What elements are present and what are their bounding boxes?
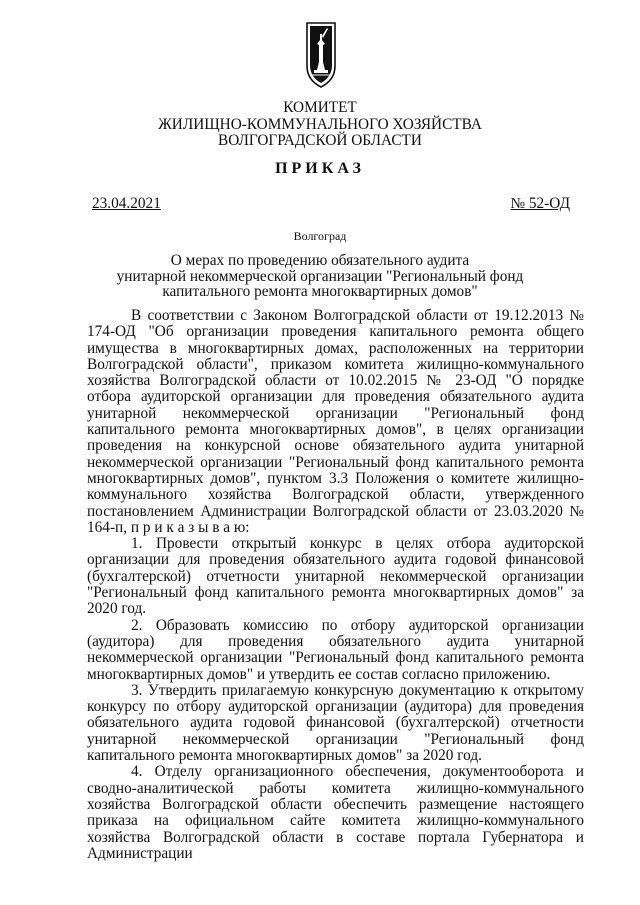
subject-line-1: О мерах по проведению обязательного аудита — [170, 252, 470, 269]
org-line-3: ВОЛГОГРАДСКОЙ ОБЛАСТИ — [218, 132, 422, 149]
document-type-title: ПРИКАЗ — [275, 160, 365, 177]
organization-name — [0, 100, 640, 150]
coat-of-arms-emblem — [306, 22, 336, 88]
city-name: Волгоград — [293, 229, 347, 243]
order-number: № 52-ОД — [510, 195, 570, 212]
order-date: 23.04.2021 — [92, 195, 161, 212]
subject-line-2: унитарной некоммерческой организации "Региональный фонд — [116, 267, 524, 285]
order-body — [87, 308, 584, 862]
clause-2-paragraph: 2. Образовать комиссию по отбору аудиторской организации (аудитора) для проведения обязательного аудита унитарной некоммерческой организации "Региональный фонд капитального ремонта многоквартирных домов" и утвердить ее состав согласно приложению. — [87, 616, 584, 683]
clause-4-paragraph: 4. Отделу организационного обеспечения, документооборота и сводно-аналитической работы комитета жилищно-коммунального хозяйства Волгоградской области обеспечить размещение настоящего приказа на официальном сайте комитета жилищно-коммунального хозяйства Волгоградской области в составе портала Губернатора и Администрации — [87, 763, 584, 862]
org-line-2: ЖИЛИЩНО-КОММУНАЛЬНОГО ХОЗЯЙСТВА — [158, 115, 482, 133]
order-subject — [0, 253, 640, 300]
preamble-paragraph: В соответствии с Законом Волгоградской области от 19.12.2013 № 174-ОД "Об организации проведения капитального ремонта общего имущества в многоквартирных домах, расположенных на территории Волгоградской области", приказом комитета жилищно-коммунального хозяйства Волгоградской области от 10.02.2015 № 23-ОД "О порядке отбора аудиторской организации для проведения обязательного аудита унитарной некоммерческой организации "Региональный фонд капитального ремонта многоквартирных домов", в целях организации проведения на конкурсной основе обязательного аудита унитарной некоммерческой организации "Региональный фонд капитального ремонта многоквартирных домов", пунктом 3.3 Положения о комитете жилищно-коммунального хозяйства Волгоградской области, утвержденного постановлением Администрации Волгоградской области от 23.03.2020 № 164-п, п р и к а з ы в а ю: — [87, 307, 584, 536]
clause-3-paragraph: 3. Утвердить прилагаемую конкурсную документацию к открытому конкурсу по отбору аудиторской организации (аудитора) для проведения обязательного аудита годовой финансовой (бухгалтерской) отчетности унитарной некоммерческой организации "Региональный фонд капитального ремонта многоквартирных домов" за 2020 год. — [87, 681, 584, 765]
org-line-1: КОМИТЕТ — [283, 99, 357, 116]
subject-line-3: капитального ремонта многоквартирных домов" — [162, 283, 478, 300]
clause-1-paragraph: 1. Провести открытый конкурс в целях отбора аудиторской организации для проведения обязательного аудита годовой финансовой (бухгалтерской) отчетности унитарной некоммерческой организации "Региональный фонд капитального ремонта многоквартирных домов" за 2020 год. — [87, 535, 584, 618]
